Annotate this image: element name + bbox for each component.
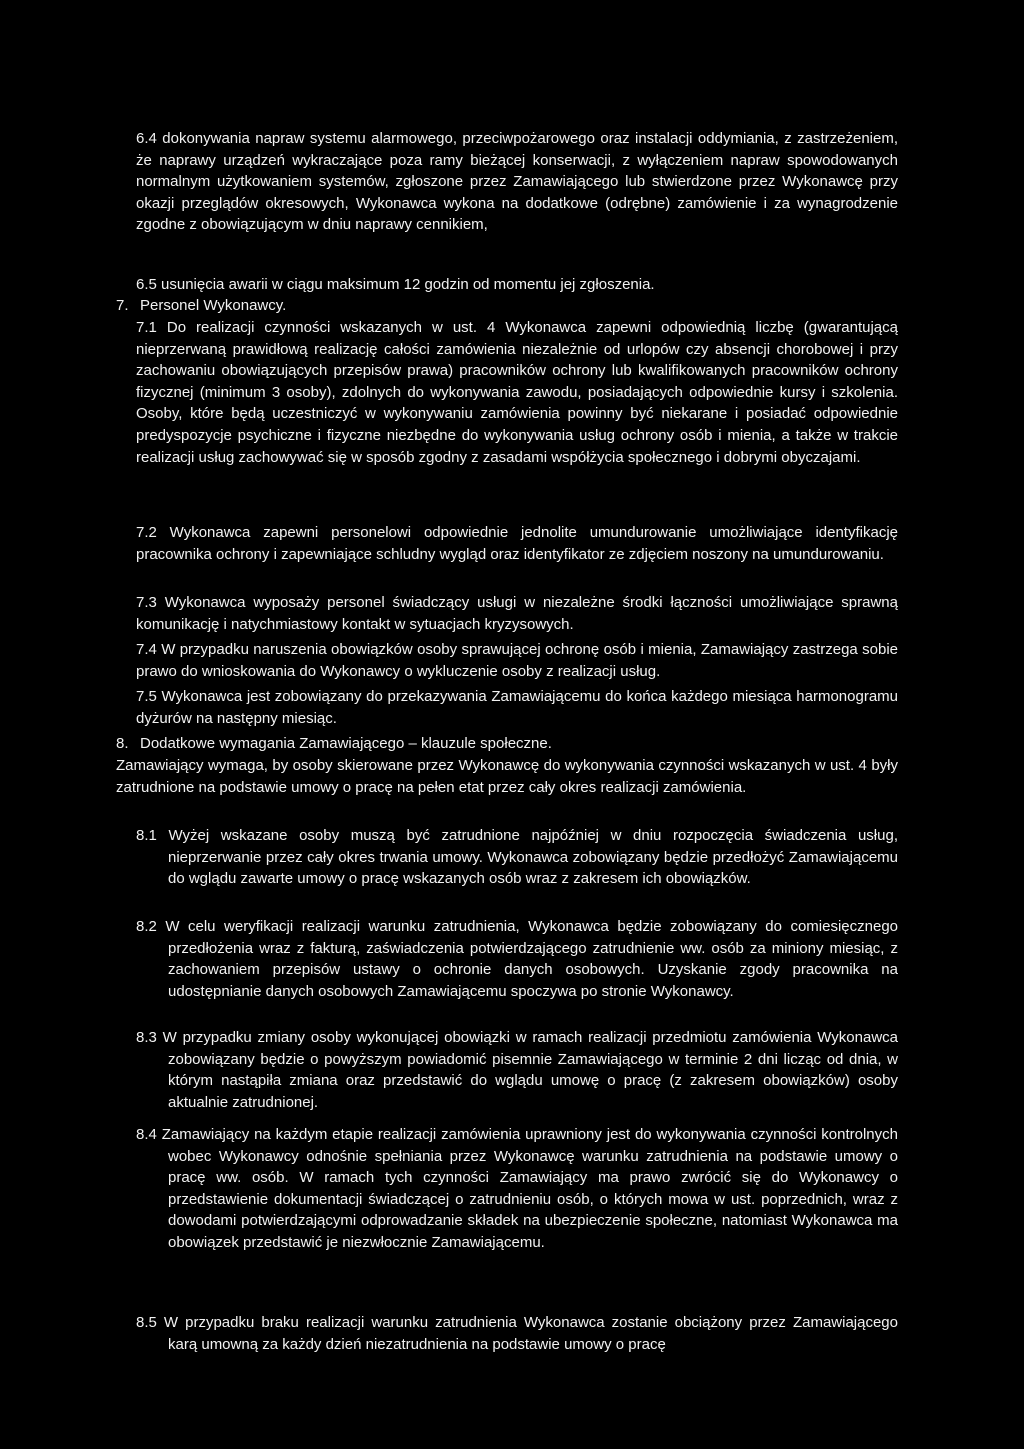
section-7-title: Personel Wykonawcy.	[140, 297, 287, 314]
paragraph-7-4: 7.4 W przypadku naruszenia obowiązków osoby sprawującej ochronę osób i mienia, Zamawiający zastrzega sobie prawo do wnioskowania do Wykonawcy o wykluczenie osoby z realizacji usług.	[136, 641, 898, 680]
paragraph-6-5: 6.5 usunięcia awarii w ciągu maksimum 12 godzin od momentu jej zgłoszenia.	[136, 276, 655, 293]
paragraph-8-2: 8.2 W celu weryfikacji realizacji warunku zatrudnienia, Wykonawca będzie zobowiązany do comiesięcznego przedłożenia wraz z fakturą, zaświadczenia potwierdzającego zatrudnienie ww. osób za miniony miesiąc, z zachowaniem przepisów ustawy o ochronie danych osobowych. Uzyskanie zgody pracownika na udostępnianie danych osobowych Zamawiającemu spoczywa po stronie Wykonawcy.	[136, 918, 898, 1000]
paragraph-6-4: 6.4 dokonywania napraw systemu alarmowego, przeciwpożarowego oraz instalacji oddymiania, z zastrzeżeniem, że naprawy urządzeń wykraczające poza ramy bieżącej konserwacji, z wyłączeniem napraw spowodowanych normalnym użytkowaniem systemów, zgłoszone przez Zamawiającego lub stwierdzone przez Wykonawcę przy okazji przeglądów okresowych, Wykonawca wykona na dodatkowe (odrębne) zamówienie i za wynagrodzenie zgodne z obowiązującym w dniu naprawy cennikiem,	[136, 130, 898, 234]
section-8-title: Dodatkowe wymagania Zamawiającego – klauzule społeczne.	[140, 735, 552, 752]
paragraph-7-5: 7.5 Wykonawca jest zobowiązany do przekazywania Zamawiającemu do końca każdego miesiąca harmonogramu dyżurów na następny miesiąc.	[136, 688, 898, 727]
paragraph-8-1: 8.1 Wyżej wskazane osoby muszą być zatrudnione najpóźniej w dniu rozpoczęcia świadczenia usług, nieprzerwanie przez cały okres trwania umowy. Wykonawca zobowiązany będzie przedłożyć Zamawiającemu do wglądu zawarte umowy o pracę wskazanych osób wraz z zakresem ich obowiązków.	[136, 827, 898, 888]
section-7-number: 7.	[116, 297, 129, 314]
section-7-heading	[116, 295, 286, 317]
section-8-heading	[116, 733, 552, 755]
paragraph-8-intro: Zamawiający wymaga, by osoby skierowane przez Wykonawcę do wykonywania czynności wskazanych w ust. 4 były zatrudnione na podstawie umowy o pracę na pełen etat przez cały okres realizacji zamówienia.	[116, 757, 898, 796]
paragraph-8-5: 8.5 W przypadku braku realizacji warunku zatrudnienia Wykonawca zostanie obciążony przez Zamawiającego karą umowną za każdy dzień niezatrudnienia na podstawie umowy o pracę	[136, 1314, 898, 1353]
section-8-number: 8.	[116, 735, 129, 752]
paragraph-7-2: 7.2 Wykonawca zapewni personelowi odpowiednie jednolite umundurowanie umożliwiające identyfikację pracownika ochrony i zapewniające schludny wygląd oraz identyfikator ze zdjęciem noszony na umundurowaniu.	[136, 524, 898, 563]
paragraph-8-3: 8.3 W przypadku zmiany osoby wykonującej obowiązki w ramach realizacji przedmiotu zamówienia Wykonawca zobowiązany będzie o powyższym powiadomić pisemnie Zamawiającego w terminie 2 dni licząc od dnia, w którym nastąpiła zmiana oraz przedstawić do wglądu umowę o pracę (z zakresem obowiązków) osoby aktualnie zatrudnionej.	[136, 1029, 898, 1111]
paragraph-7-1: 7.1 Do realizacji czynności wskazanych w ust. 4 Wykonawca zapewni odpowiednią liczbę (gwarantującą nieprzerwaną prawidłową realizację całości zamówienia niezależnie od urlopów czy absencji chorobowej i przy zachowaniu obowiązujących przepisów prawa) pracowników ochrony lub kwalifikowanych pracowników ochrony fizycznej (minimum 3 osoby), zdolnych do wykonywania zawodu, posiadających odpowiednie kursy i szkolenia. Osoby, które będą uczestniczyć w wykonywaniu zamówienia powinny być niekarane i posiadać odpowiednie predyspozycje psychiczne i fizyczne niezbędne do wykonywania usług ochrony osób i mienia, a także w trakcie realizacji usług zachowywać się w sposób zgodny z zasadami współżycia społecznego i dobrymi obyczajami.	[136, 319, 898, 466]
paragraph-7-3: 7.3 Wykonawca wyposaży personel świadczący usługi w niezależne środki łączności umożliwiające sprawną komunikację i natychmiastowy kontakt w sytuacjach kryzysowych.	[136, 594, 898, 633]
paragraph-8-4: 8.4 Zamawiający na każdym etapie realizacji zamówienia uprawniony jest do wykonywania czynności kontrolnych wobec Wykonawcy odnośnie spełniania przez Wykonawcę warunku zatrudnienia na podstawie umowy o pracę ww. osób. W ramach tych czynności Zamawiający ma prawo zwrócić się do Wykonawcy o przedstawienie dokumentacji świadczącej o zatrudnieniu osób, o których mowa w ust. poprzednich, wraz z dowodami potwierdzającymi odprowadzanie składek na ubezpieczenie społeczne, natomiast Wykonawca ma obowiązek przedstawić je niezwłocznie Zamawiającemu.	[136, 1126, 898, 1251]
